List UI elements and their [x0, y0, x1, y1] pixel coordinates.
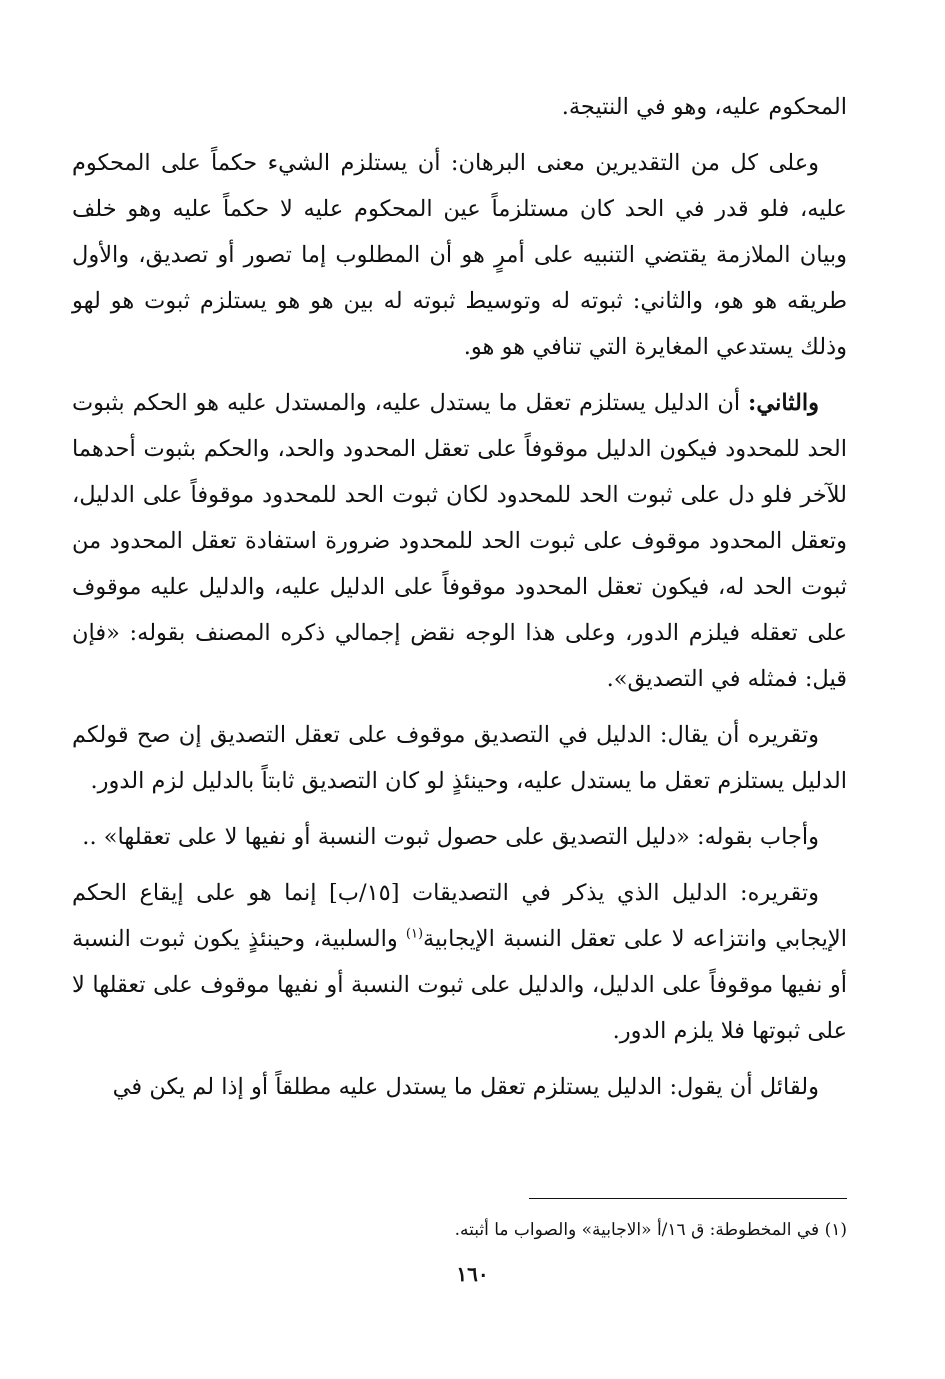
- page-number: ١٦٠: [456, 1262, 489, 1286]
- footnote: [72, 1215, 847, 1245]
- paragraph-text: وأجاب بقوله: «دليل التصديق على حصول ثبوت النسبة أو نفيها لا على تعقلها» ..: [82, 824, 819, 850]
- paragraph-5: [72, 814, 847, 860]
- paragraph-text: وعلى كل من التقديرين معنى البرهان: أن يستلزم الشيء حكماً على المحكوم عليه، فلو قدر في الحد كان مستلزماً عين المحكوم عليه لا حكماً عليه وهو خلف وبيان الملازمة يقتضي التنبيه على أمرٍ هو أن المطلوب إما تصور أو تصديق، والأول طريقه هو هو، والثاني: ثبوته له وتوسيط ثبوته له بين هو هو يستلزم ثبوت هو لهو وذلك يستدعي المغايرة التي تنافي هو هو.: [72, 150, 847, 360]
- paragraph-6: [72, 870, 847, 1054]
- paragraph-1: [72, 84, 847, 130]
- paragraph-4: [72, 712, 847, 804]
- paragraph-text: ولقائل أن يقول: الدليل يستلزم تعقل ما يستدل عليه مطلقاً أو إذا لم يكن في: [112, 1074, 819, 1100]
- paragraph-3: [72, 380, 847, 702]
- paragraph-7: [72, 1064, 847, 1110]
- footnote-reference: (١): [405, 926, 424, 942]
- paragraph-text: أن الدليل يستلزم تعقل ما يستدل عليه، والمستدل عليه هو الحكم بثبوت الحد للمحدود فيكون الدليل موقوفاً على تعقل المحدود والحد، والحكم بثبوت أحدهما للآخر فلو دل على ثبوت الحد للمحدود لكان ثبوت الحد للمحدود موقوفاً على الدليل، وتعقل المحدود موقوف على ثبوت الحد للمحدود ضرورة استفادة تعقل المحدود من ثبوت الحد له، فيكون تعقل المحدود موقوفاً على الدليل عليه، والدليل عليه موقوف على تعقله فيلزم الدور، وعلى هذا الوجه نقض إجمالي ذكره المصنف بقوله: «فإن قيل: فمثله في التصديق».: [72, 390, 847, 692]
- paragraph-2: [72, 140, 847, 370]
- paragraph-text: المحكوم عليه، وهو في النتيجة.: [561, 94, 847, 120]
- paragraph-text: وتقريره أن يقال: الدليل في التصديق موقوف على تعقل التصديق إن صح قولكم الدليل يستلزم تعقل ما يستدل عليه، وحينئذٍ لو كان التصديق ثابتاً بالدليل لزم الدور.: [72, 722, 847, 794]
- footnote-text: في المخطوطة: ق ١٦/أ «الاجابية» والصواب ما أثبته.: [454, 1220, 825, 1240]
- paragraph-text: والسلبية، وحينئذٍ يكون ثبوت النسبة أو نفيها موقوفاً على الدليل، والدليل على ثبوت النسبة أو نفيها موقوف على تعقلها لا على ثبوتها فلا يلزم الدور.: [72, 926, 847, 1044]
- paragraph-text: وتقريره: الدليل الذي يذكر في التصديقات [١٥/ب] إنما هو على إيقاع الحكم الإيجابي وانتزاعه لا على تعقل النسبة الإيجابية: [72, 880, 848, 952]
- page-body: [72, 84, 847, 1120]
- paragraph-lead: والثاني:: [748, 390, 819, 416]
- footnote-number: (١): [824, 1220, 847, 1240]
- footnote-divider: [529, 1198, 847, 1199]
